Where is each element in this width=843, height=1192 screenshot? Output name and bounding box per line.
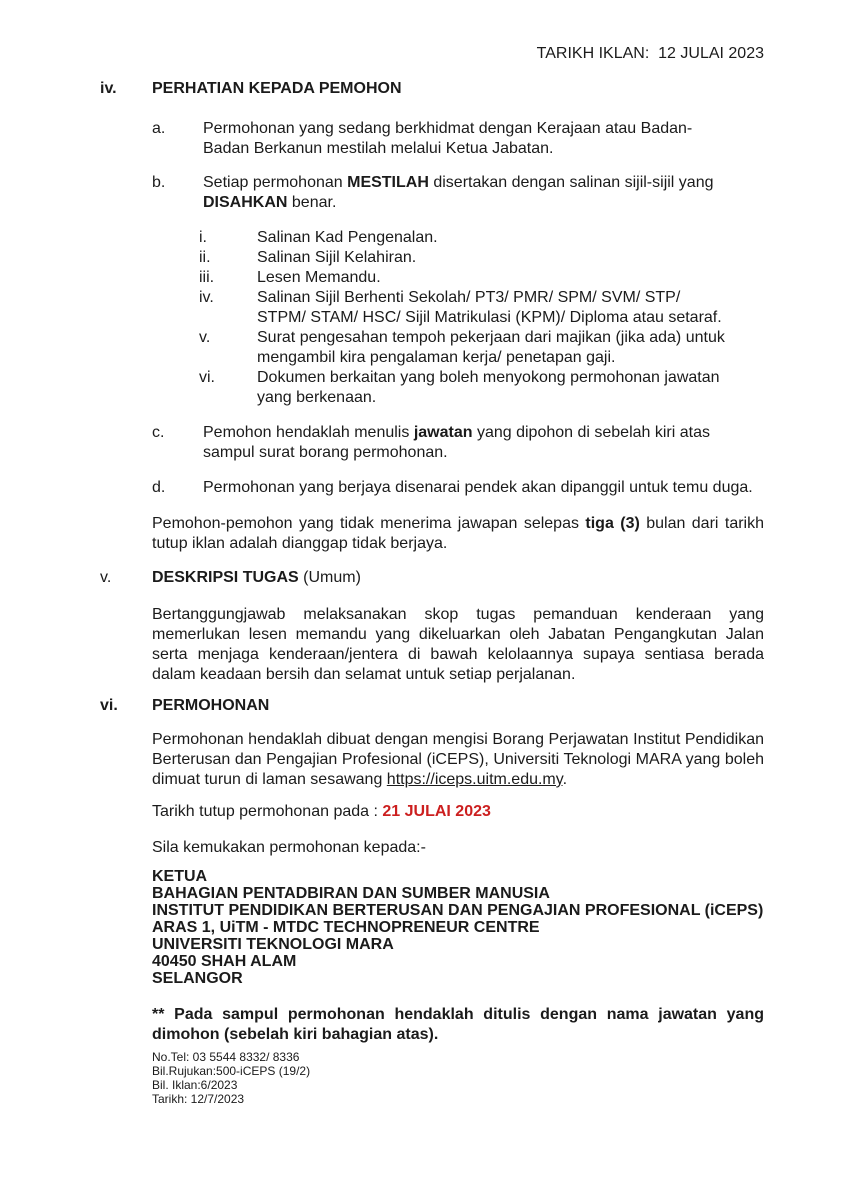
footer-line: No.Tel: 03 5544 8332/ 8336 [152,1050,300,1064]
section-vi-heading [100,696,764,716]
list-item: iv. Salinan Sijil Berhenti Sekolah/ PT3/ PMR/ SPM/ SVM/ STP/ STPM/ STAM/ HSC/ Sijil Matrikulasi (KPM)/ Diploma atau setaraf. [199,289,722,326]
item-d [152,478,764,498]
section-v-number: v. [100,569,112,586]
advert-date-line: TARIKH IKLAN: 12 JULAI 2023 [536,45,764,62]
list-item: vi. Dokumen berkaitan yang boleh menyokong permohonan jawatan yang berkenaan. [199,369,720,406]
address-line: 40450 SHAH ALAM [152,953,297,970]
footer-line: Tarikh: 12/7/2023 [152,1092,245,1106]
item-a [152,119,764,159]
list-item: ii. Salinan Sijil Kelahiran. [199,249,417,266]
item-a-label: a. [152,120,166,137]
closing-date-line: Tarikh tutup permohonan pada : 21 JULAI 2023 [152,803,491,820]
section-iv-heading [100,79,764,99]
item-d-text: Permohonan yang berjaya disenarai pendek akan dipanggil untuk temu duga. [203,479,753,496]
document-content [100,44,764,1106]
footer-line: Bil.Rujukan:500-iCEPS (19/2) [152,1064,311,1078]
section-vi-title: PERMOHONAN [152,697,270,714]
iceps-url-link[interactable]: https://iceps.uitm.edu.my [386,771,563,788]
application-instructions: Permohonan hendaklah dibuat dengan mengisi Borang Perjawatan Institut Pendidikan Berterusan dan Pengajian Profesional (iCEPS), Universiti Teknologi MARA yang boleh dimuat turun di laman sesawang https://iceps.uitm.edu.my. [152,731,764,788]
address-line: ARAS 1, UiTM - MTDC TECHNOPRENEUR CENTRE [152,919,540,936]
list-item: iii. Lesen Memandu. [199,269,381,286]
list-item: v. Surat pengesahan tempoh pekerjaan dari majikan (jika ada) untuk mengambil kira pengalaman kerja/ penetapan gaji. [199,329,725,366]
section-v-heading [100,568,764,588]
envelope-note: ** Pada sampul permohonan hendaklah ditulis dengan nama jawatan yang dimohon (sebelah kiri bahagian atas). [152,1006,764,1043]
section-v-title: DESKRIPSI TUGAS (Umum) [152,569,361,586]
postal-address-block [152,868,764,987]
section-vi-number: vi. [100,697,118,714]
item-b-text: Setiap permohonan MESTILAH disertakan dengan salinan sijil-sijil yang DISAHKAN benar. [203,174,714,211]
footer-line: Bil. Iklan:6/2023 [152,1078,238,1092]
item-b-label: b. [152,174,166,191]
section-iv-title: PERHATIAN KEPADA PEMOHON [152,80,402,97]
address-line: SELANGOR [152,970,243,987]
item-d-label: d. [152,479,166,496]
submit-to-line: Sila kemukakan permohonan kepada:- [152,839,426,856]
job-description-text: Bertanggungjawab melaksanakan skop tugas pemanduan kenderaan yang memerlukan lesen memandu yang dikeluarkan oleh Jabatan Pengangkutan Jalan serta menjaga kenderaan/jentera di bawah kelolaannya supaya sentiasa berada dalam keadaan bersih dan selamat untuk setiap perjalanan. [152,606,764,683]
item-c-text: Pemohon hendaklah menulis jawatan yang dipohon di sebelah kiri atas sampul surat borang permohonan. [203,424,710,461]
address-line: UNIVERSITI TEKNOLOGI MARA [152,936,394,953]
address-line: BAHAGIAN PENTADBIRAN DAN SUMBER MANUSIA [152,885,550,902]
address-line: KETUA [152,868,208,885]
address-line: INSTITUT PENDIDIKAN BERTERUSAN DAN PENGAJIAN PROFESIONAL (iCEPS) [152,902,764,919]
item-b [152,173,764,213]
item-c [152,423,764,463]
list-item: i. Salinan Kad Pengenalan. [199,229,438,246]
section-iv-number: iv. [100,80,117,97]
item-a-text: Permohonan yang sedang berkhidmat dengan Kerajaan atau Badan-Badan Berkanun mestilah melalui Ketua Jabatan. [203,120,693,157]
document-checklist [100,228,764,408]
no-reply-note: Pemohon-pemohon yang tidak menerima jawapan selepas tiga (3) bulan dari tarikh tutup iklan adalah dianggap tidak berjaya. [152,515,764,552]
item-c-label: c. [152,424,165,441]
reference-footer [152,1050,764,1106]
closing-date-value: 21 JULAI 2023 [382,803,491,820]
